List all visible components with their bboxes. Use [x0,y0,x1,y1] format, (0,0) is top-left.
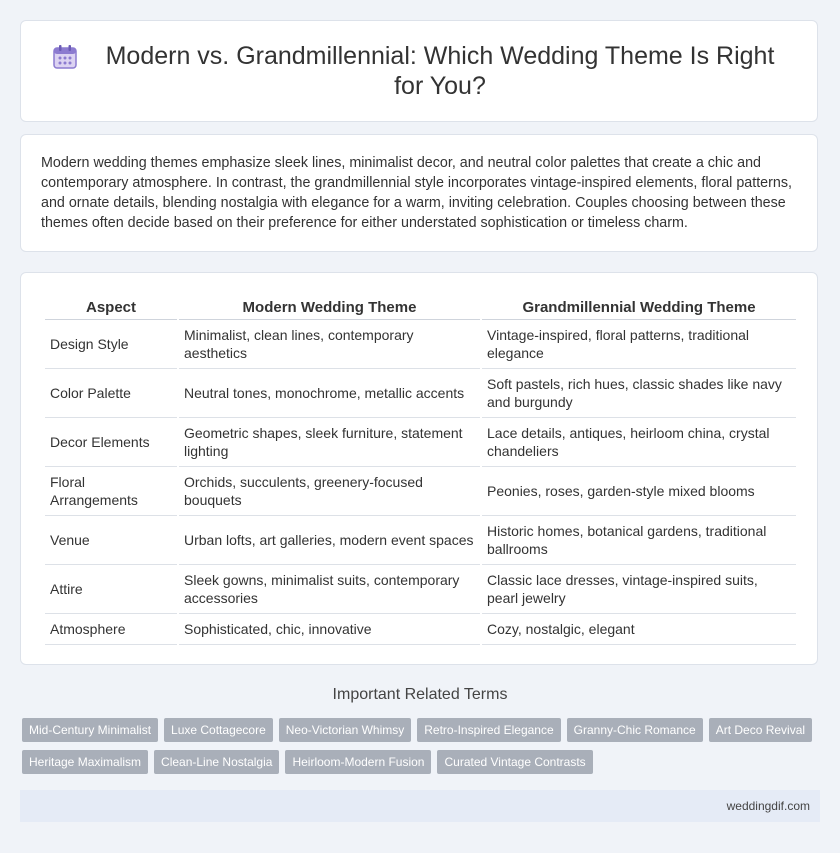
related-term-tag[interactable]: Granny-Chic Romance [567,718,703,742]
grandmillennial-cell: Soft pastels, rich hues, classic shades like navy and burgundy [482,369,796,418]
related-term-tag[interactable]: Luxe Cottagecore [164,718,273,742]
header-aspect: Aspect [45,295,177,320]
related-term-tag[interactable]: Mid-Century Minimalist [22,718,158,742]
page-title: Modern vs. Grandmillennial: Which Wedding Theme Is Right for You? [105,42,775,100]
header-modern: Modern Wedding Theme [179,295,480,320]
modern-cell: Neutral tones, monochrome, metallic accents [179,369,480,418]
title-card [20,20,818,122]
aspect-cell: Floral Arrangements [45,467,177,516]
table-row [45,516,796,565]
footer-bar [20,790,820,822]
grandmillennial-cell: Peonies, roses, garden-style mixed blooms [482,467,796,516]
table-row [45,418,796,467]
related-terms-heading: Important Related Terms [332,686,508,703]
related-term-tag[interactable]: Heirloom-Modern Fusion [285,750,431,774]
grandmillennial-cell: Vintage-inspired, floral patterns, traditional elegance [482,320,796,369]
modern-cell: Minimalist, clean lines, contemporary aesthetics [179,320,480,369]
intro-card [20,134,818,252]
modern-cell: Geometric shapes, sleek furniture, statement lighting [179,418,480,467]
aspect-cell: Decor Elements [45,418,177,467]
modern-cell: Sophisticated, chic, innovative [179,614,480,645]
calendar-icon [51,43,79,71]
related-terms-list [22,718,822,782]
table-row [45,614,796,645]
table-header-row [45,295,796,320]
table-row [45,565,796,614]
modern-cell: Urban lofts, art galleries, modern event spaces [179,516,480,565]
aspect-cell: Venue [45,516,177,565]
aspect-cell: Attire [45,565,177,614]
modern-cell: Sleek gowns, minimalist suits, contemporary accessories [179,565,480,614]
table-row [45,369,796,418]
modern-cell: Orchids, succulents, greenery-focused bouquets [179,467,480,516]
grandmillennial-cell: Lace details, antiques, heirloom china, crystal chandeliers [482,418,796,467]
comparison-card [20,272,818,665]
related-term-tag[interactable]: Retro-Inspired Elegance [417,718,560,742]
aspect-cell: Color Palette [45,369,177,418]
related-term-tag[interactable]: Neo-Victorian Whimsy [279,718,411,742]
grandmillennial-cell: Classic lace dresses, vintage-inspired suits, pearl jewelry [482,565,796,614]
header-grandmillennial: Grandmillennial Wedding Theme [482,295,796,320]
footer-site-link[interactable]: weddingdif.com [726,799,810,813]
table-row [45,467,796,516]
aspect-cell: Design Style [45,320,177,369]
grandmillennial-cell: Historic homes, botanical gardens, traditional ballrooms [482,516,796,565]
related-term-tag[interactable]: Curated Vintage Contrasts [437,750,592,774]
related-term-tag[interactable]: Art Deco Revival [709,718,812,742]
table-row [45,320,796,369]
grandmillennial-cell: Cozy, nostalgic, elegant [482,614,796,645]
aspect-cell: Atmosphere [45,614,177,645]
related-term-tag[interactable]: Clean-Line Nostalgia [154,750,279,774]
comparison-table [43,295,798,645]
intro-paragraph: Modern wedding themes emphasize sleek lines, minimalist decor, and neutral color palettes that create a chic and contemporary atmosphere. In contrast, the grandmillennial style incorporates vintage-inspired elements, floral patterns, and ornate details, blending nostalgia with elegance for a warm, inviting celebration. Couples choosing between these themes often decide based on their preference for either understated sophistication or timeless charm. [41,155,792,231]
related-term-tag[interactable]: Heritage Maximalism [22,750,148,774]
